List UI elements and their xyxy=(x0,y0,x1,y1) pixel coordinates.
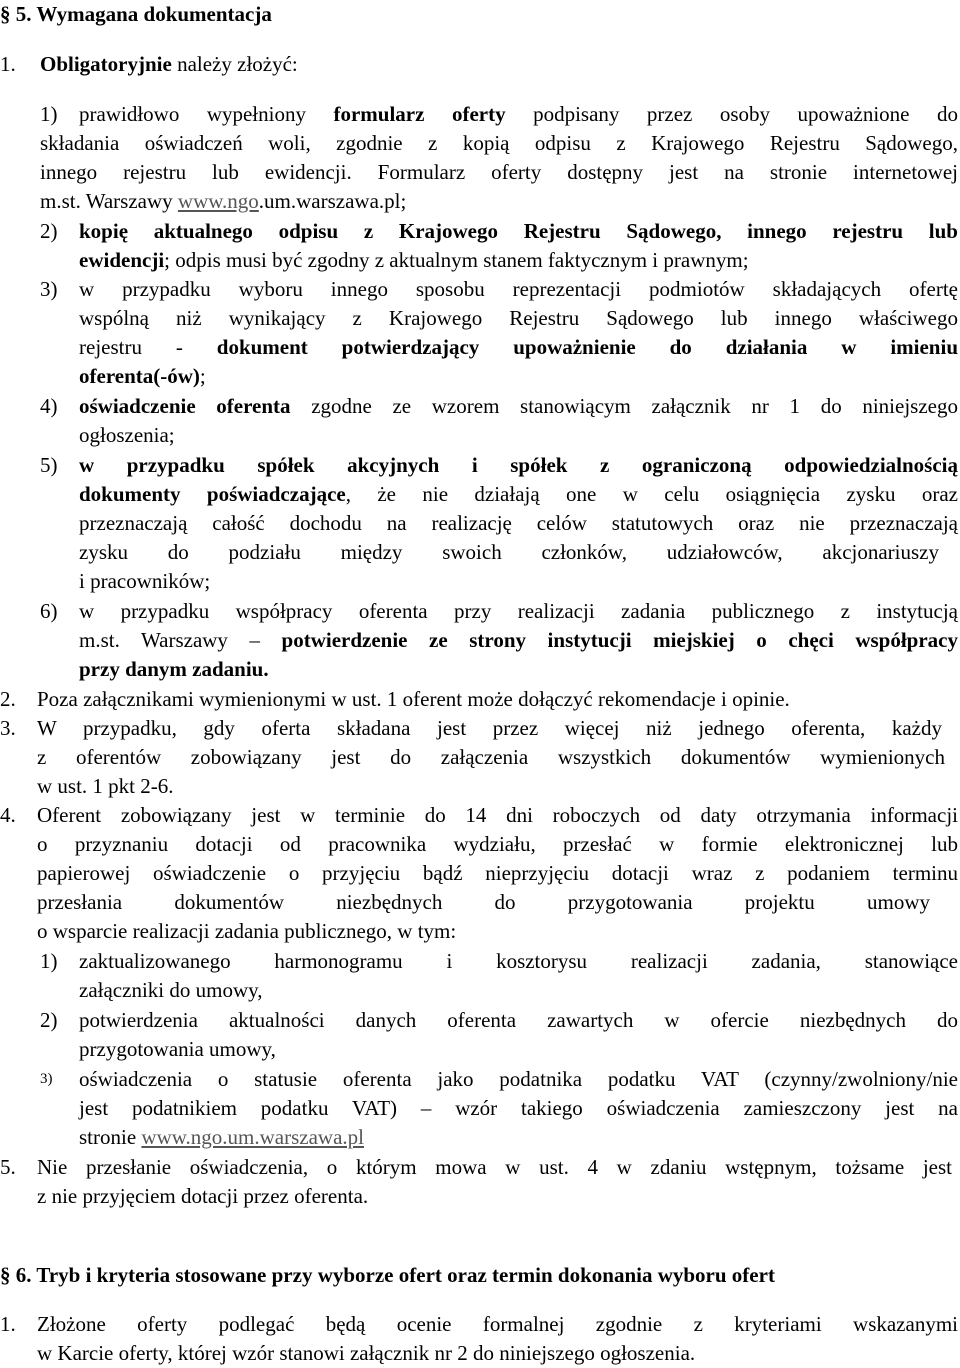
item-1-line-4: m.st. Warszawy www.ngo.um.warszawa.pl; xyxy=(40,189,407,213)
paragraph-5-2-line-1: Poza załącznikami wymienionymi w ust. 1 oferent może dołączyć rekomendacje i opinie. xyxy=(37,687,790,711)
item-5-line-2: dokumenty poświadczające, że nie działają one w celu osiągnięcia zysku oraz xyxy=(79,482,958,506)
subitem-4-1-line-2: załączniki do umowy, xyxy=(79,978,263,1002)
subitem-4-1-number: 1) xyxy=(40,949,58,973)
paragraph-5-5-line-2: z nie przyjęciem dotacji przez oferenta. xyxy=(37,1184,369,1208)
paragraph-5-4-line-2: o przyznaniu dotacji od pracownika wydziału, przesłać w formie elektronicznej lub xyxy=(37,832,958,856)
section-6-heading: § 6. Tryb i kryteria stosowane przy wyborze ofert oraz termin dokonania wyboru ofert xyxy=(0,1263,775,1287)
paragraph-5-4-line-1: Oferent zobowiązany jest w terminie do 14 dni roboczych od daty otrzymania informacji xyxy=(37,803,958,827)
item-2-number: 2) xyxy=(40,219,58,243)
paragraph-5-1-number: 1. xyxy=(0,52,16,76)
item-1-number: 1) xyxy=(40,102,58,126)
subitem-4-3-line-1: oświadczenia o statusie oferenta jako podatnika podatku VAT (czynny/zwolniony/nie xyxy=(79,1067,958,1091)
item-5-line-5: i pracowników; xyxy=(79,569,211,593)
item-4-number: 4) xyxy=(40,394,58,418)
paragraph-5-4-line-4: przesłania dokumentów niezbędnych do przygotowania projektu umowy xyxy=(37,890,930,914)
paragraph-5-4-line-5: o wsparcie realizacji zadania publicznego, w tym: xyxy=(37,919,457,943)
item-5-number: 5) xyxy=(40,453,58,477)
paragraph-5-2-number: 2. xyxy=(0,687,16,711)
item-2-line-2: ewidencji; odpis musi być zgodny z aktualnym stanem faktycznym i prawnym; xyxy=(79,248,749,272)
paragraph-5-3-line-1: W przypadku, gdy oferta składana jest przez więcej niż jednego oferenta, każdy xyxy=(37,716,942,740)
item-4-line-2: ogłoszenia; xyxy=(79,423,175,447)
paragraph-5-3-line-3: w ust. 1 pkt 2-6. xyxy=(37,774,174,798)
subitem-4-3-line-2: jest podatnikiem podatku VAT) – wzór takiego oświadczenia zamieszczony jest na xyxy=(79,1096,958,1120)
item-4-line-1: oświadczenie oferenta zgodne ze wzorem stanowiącym załącznik nr 1 do niniejszego xyxy=(79,394,958,418)
item-1-line-3: innego rejestru lub ewidencji. Formularz oferty dostępny jest na stronie internetowej xyxy=(40,160,958,184)
item-3-line-1: w przypadku wyboru innego sposobu reprezentacji podmiotów składających ofertę xyxy=(79,277,958,301)
item-1-line-2: składania oświadczeń woli, zgodnie z kopią odpisu z Krajowego Rejestru Sądowego, xyxy=(40,131,958,155)
paragraph-6-1-number: 1. xyxy=(0,1312,16,1336)
paragraph-5-3-line-2: z oferentów zobowiązany jest do załączenia wszystkich dokumentów wymienionych xyxy=(37,745,945,769)
item-6-line-2: m.st. Warszawy – potwierdzenie ze strony instytucji miejskiej o chęci współpracy xyxy=(79,628,959,652)
item-3-line-2: wspólną niż wynikający z Krajowego Rejestru Sądowego lub innego właściwego xyxy=(79,306,958,330)
subitem-4-3-number: 3) xyxy=(40,1071,53,1087)
subitem-4-1-line-1: zaktualizowanego harmonogramu i kosztorysu realizacji zadania, stanowiące xyxy=(79,949,958,973)
paragraph-5-4-number: 4. xyxy=(0,803,16,827)
subitem-4-2-line-2: przygotowania umowy, xyxy=(79,1037,276,1061)
item-6-line-3: przy danym zadaniu. xyxy=(79,657,269,681)
subitem-4-3-line-3: stronie www.ngo.um.warszawa.pl xyxy=(79,1125,364,1149)
paragraph-5-3-number: 3. xyxy=(0,716,16,740)
paragraph-6-1-line-1: Złożone oferty podlegać będą ocenie formalnej zgodnie z kryteriami wskazanymi xyxy=(37,1312,958,1336)
item-3-line-4: oferenta(-ów); xyxy=(79,364,206,388)
ngo-link[interactable]: www.ngo xyxy=(177,189,259,213)
item-6-line-1: w przypadku współpracy oferenta przy realizacji zadania publicznego z instytucją xyxy=(79,599,958,623)
item-5-line-3: przeznaczają całość dochodu na realizację celów statutowych oraz nie przeznaczają xyxy=(79,511,958,535)
item-5-line-4: zysku do podziału między swoich członków, udziałowców, akcjonariuszy xyxy=(79,540,939,564)
item-6-number: 6) xyxy=(40,599,58,623)
subitem-4-2-number: 2) xyxy=(40,1008,58,1032)
paragraph-5-5-line-1: Nie przesłanie oświadczenia, o którym mowa w ust. 4 w zdaniu wstępnym, tożsame jest xyxy=(37,1155,952,1179)
paragraph-6-1-line-2: w Karcie oferty, której wzór stanowi załącznik nr 2 do niniejszego ogłoszenia. xyxy=(37,1341,696,1365)
paragraph-5-1-intro: Obligatoryjnie należy złożyć: xyxy=(40,52,298,76)
section-5-heading: § 5. Wymagana dokumentacja xyxy=(0,2,272,26)
subitem-4-2-line-1: potwierdzenia aktualności danych oferenta zawartych w ofercie niezbędnych do xyxy=(79,1008,958,1032)
item-3-number: 3) xyxy=(40,277,58,301)
item-1-line-1: prawidłowo wypełniony formularz oferty podpisany przez osoby upoważnione do xyxy=(79,102,958,126)
ngo-website-link[interactable]: www.ngo.um.warszawa.pl xyxy=(141,1125,364,1149)
item-3-line-3: rejestru - dokument potwierdzający upoważnienie do działania w imieniu xyxy=(79,335,959,359)
paragraph-5-4-line-3: papierowej oświadczenie o przyjęciu bądź nieprzyjęciu dotacji wraz z podaniem terminu xyxy=(37,861,958,885)
item-2-line-1: kopię aktualnego odpisu z Krajowego Rejestru Sądowego, innego rejestru lub xyxy=(79,219,958,243)
paragraph-5-5-number: 5. xyxy=(0,1155,16,1179)
item-5-line-1: w przypadku spółek akcyjnych i spółek z ograniczoną odpowiedzialnością xyxy=(79,453,958,477)
